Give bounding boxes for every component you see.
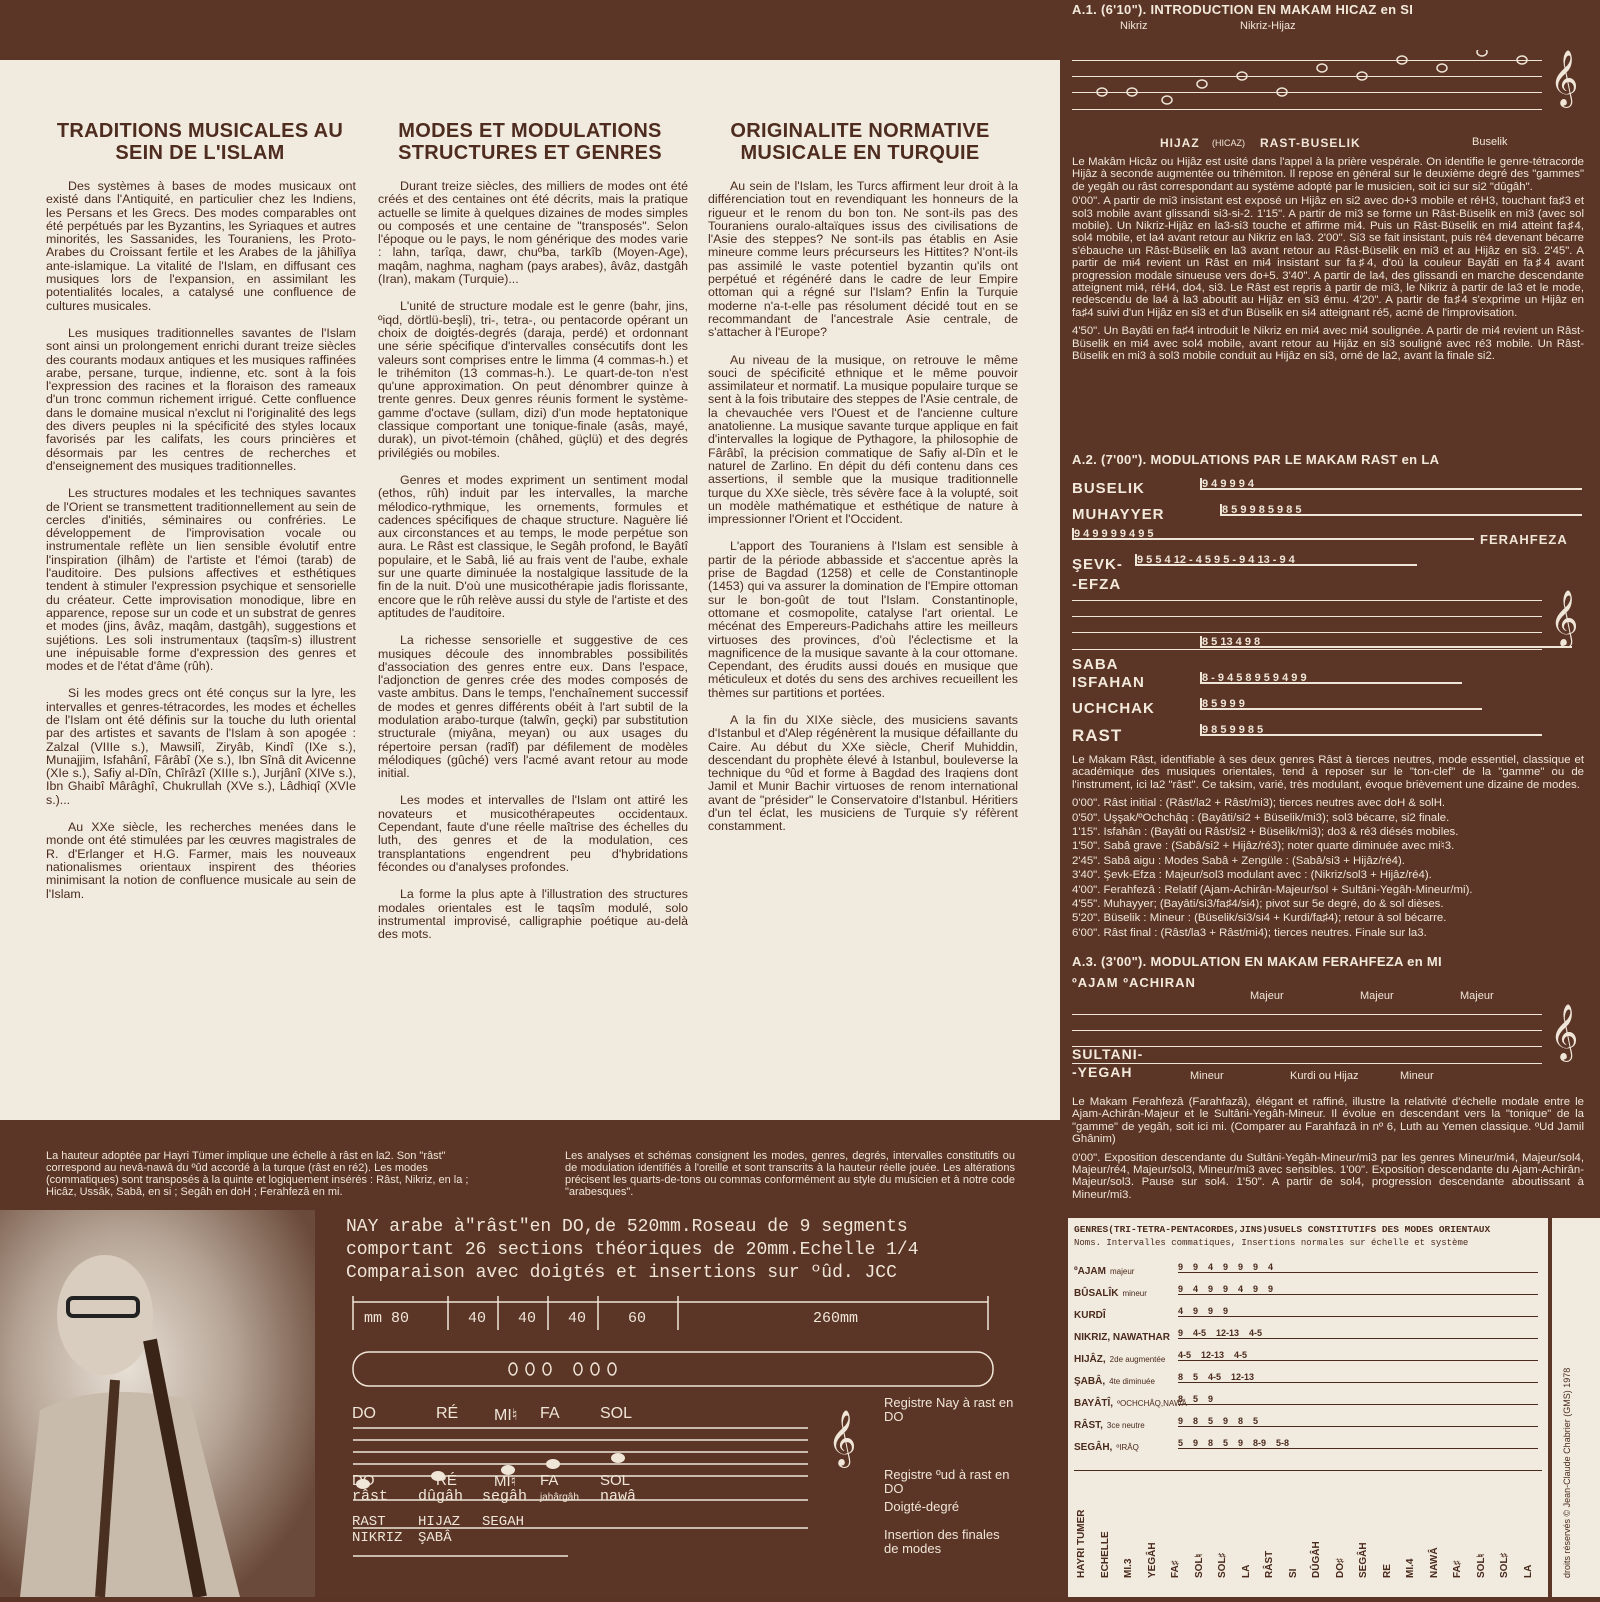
scale-degree-label: SOL♯: [1217, 1552, 1228, 1578]
a2-genre-uchchak: UCHCHAK: [1072, 700, 1155, 717]
table-row: [1074, 1376, 1155, 1387]
a2-genre-isfahan: ISFAHAN: [1072, 674, 1145, 691]
genre-intervals: 9 4 9 9 4 9 9: [1178, 1284, 1538, 1295]
table-title: GENRES(TRI-TETRA-PENTACORDES,JINS)USUELS CONSTITUTIFS DES MODES ORIENTAUX: [1074, 1224, 1491, 1235]
copyright-credit: droits réservés © Jean-Claude Chabrier (GMS) 1978: [1562, 1367, 1572, 1578]
scale-degree-label: MI.3: [1123, 1558, 1134, 1578]
a1-bot-rast-buselik: RAST-BUSELIK: [1260, 136, 1361, 150]
a1-p3: 4'50". Un Bayâti en fa♯4 introduit le Nikriz en mi4 avec mi4 soulignée. A partir de mi4 revient un Râst-Büselik en mi4 avec sol4 mobile, avant retour au Hijâz en si3 souligné avec ré3 mobile. Un Râst-Büselik en mi3 à sol3 mobile conduit au Hijâz en si3, orné de la2, avant la finale si2.: [1072, 325, 1584, 363]
genre-intervals: 8 5 4-5 12-13: [1178, 1372, 1538, 1383]
note-left: La hauteur adoptée par Hayri Tümer implique une échelle à râst en la2. Son "râst" correspond au nevâ-nawâ du ºûd accordé à la turque (râst en ré2). Les modes (commatiques) sont transposés à la quinte et logiquement insérés : Râst, Nikriz, en la ; Hicâz, Ussâk, Sabâ, en si ; Segâh en doH ; Ferahfezâ en mi.: [46, 1150, 469, 1198]
col3-p3: L'apport des Touraniens à l'Islam est sensible à partir de la période abbasside et s'accentue après la prise de Bagdad (1258) et celle de Constantinople (1453) qui va assurer la domination de l'Empire ottoman sur le bon-goût de tout l'Islam. Constantinople, ottomane et cosmopolite, catalyse l'art oriental. Le mécénat des Empereurs-Padichahs attire les meilleurs virtuoses des provinces, d'où l'éclectisme et la magnificence de la musique savante à la cour ottomane. Cependant, des érudits aussi doués en musique que méticuleux et dotés du sens des archives recueillent les thèmes sur partitions et portées.: [708, 539, 1018, 700]
a2-l4: 1'50". Sabâ grave : (Sabâ/si2 + Hijâz/ré3); noter quarte diminuée avec mi♮3.: [1072, 840, 1455, 853]
degree-nawa: nawâ: [600, 1488, 637, 1505]
a2-bar-isfahan: 8 - 9 4 5 8 9 5 9 4 9 9: [1200, 672, 1462, 684]
nay-line2: comportant 26 sections théoriques de 20mm.Echelle 1/4: [346, 1240, 919, 1260]
table-row: [1074, 1442, 1139, 1453]
a2-bar-rast: 9 8 5 9 9 8 5: [1200, 724, 1542, 736]
a2-l8: 4'55". Muhayyer; (Bayâti/si3/fa♯4/si4); pivot sur 5e degré, do & sol dièses.: [1072, 898, 1444, 911]
a2-genre-buselik: BUSELIK: [1072, 480, 1145, 497]
col2-title: MODES ET MODULATIONS STRUCTURES ET GENRES: [398, 120, 662, 164]
col2-p5: Les modes et intervalles de l'Islam ont attiré les novateurs et musicothérapeutes occidentaux. Cependant, faute d'une réelle maîtrise des échelles du luth, des genres et de la modulation, ces transplantations engendrent peu d'hybridations fécondes ou d'analyses profondes.: [378, 793, 688, 874]
a2-l6: 3'40". Şevk-Efza : Majeur/sol3 modulant avec : (Nikriz/sol3 + Hijâz/ré4).: [1072, 869, 1432, 882]
a3-treble-clef-icon: 𝄞: [1550, 1004, 1579, 1060]
col1-p2: Les musiques traditionnelles savantes de l'Islam sont ainsi un prolongement enrichi durant treize siècles des courants modaux antiques et les musiques raffinées arabe, persane, turque, indienne, etc. sont à la fois l'expression des racines et la floraison des rameaux d'un tronc commun richement irrigué. Cette confluence dans le domaine musical n'exclut ni l'originalité des legs des divers peuples ni la spécificité des styles locaux favorisés par les califats, les cours princières et désormais par les centres de recherches et d'enseignement des musiques traditionnelles.: [46, 325, 356, 473]
a2-bar-buselik: 9 4 9 9 9 4: [1200, 478, 1582, 490]
col1-p1: Des systèmes à bases de modes musicaux ont existé dans l'Antiquité, en particulier chez les Indiens, les Persans et les Grecs. Des modes comparables ont été perpétués par les Byzantins, les Syriaques et autres minorités, les Sassanides, les Touraniens, les Proto-Arabes du Croissant fertile et les Arabes de la jâhilîya ante-islamique. La vitalité de l'Islam, en diffusant ces musiques lors de l'expansion, en assimilant les potentialités locales, a catalysé une confluence de cultures musicales.: [46, 179, 356, 313]
table-row: [1074, 1332, 1174, 1343]
a2-genre-saba: SABA: [1072, 656, 1119, 673]
col1-p4: Si les modes grecs ont été conçus sur la lyre, les intervalles et genres-tétracordes, les modes et échelles de l'Islam ont été définis sur la touche du luth oriental par des artistes et savants de l'Islam à son apogée : Zalzal (VIIIe s.), Mawsilî, Ziryâb, Kindî (IXe s.), Munajjim, Isfahânî, Fârâbî (Xe s.), Ibn Sînâ dit Avicenne (XIe s.), Safiy al-Dîn, Chîrâzî (XIIIe s.), Jurjânî (XIVe s.), Ibn Ghaibî Mârâghî, Chukrullah (XVe s.), Lâdhiqî (XVIe s.)...: [46, 686, 356, 807]
credit-strip: [1552, 1218, 1600, 1597]
table-row: [1074, 1420, 1145, 1431]
nay-line1: NAY arabe à"râst"en DO,de 520mm.Roseau de 9 segments: [346, 1217, 908, 1237]
genre-sub: 2de augmentée: [1109, 1355, 1166, 1364]
col3-title: ORIGINALITE NORMATIVE MUSICALE EN TURQUIE: [730, 120, 990, 164]
a3-p1: Le Makam Ferahfezâ (Farahfazâ), élégant et raffiné, illustre la relativité d'échelle modale entre le Ajam-Achirân-Majeur et le Sultâni-Yegâh-Mineur. Il évolue en descendant vers la "tonique" de la "gamme" de yegâh, soit ici mi. (Comparer au Farahfazâ in nº 6, Luth au Yemen classique. ºUd Jamil Ghânim): [1072, 1096, 1584, 1146]
a1-notes: [1072, 50, 1552, 130]
col3-p2: Au niveau de la musique, on retrouve le même souci de spécificité ethnique et le même pouvoir assimilateur et normatif. La musique populaire turque se sent à la fois tributaire des steppes de l'Asie centrale, de la chevauchée vers l'Ouest et de l'ancienne culture anatolienne. La musique savante turque applique en fait d'intervalles la logique de Pythagore, la philosophie de Fârâbî, la précision commatique de Safiy al-Dîn et le naturel de Zarlino. En dépit du défi contenu dans ces assertions, il semble que la musique traditionnelle turque du XXe siècle, très sévère face à la volupté, soit un modèle mathématique et esthétique de nature à impressionner l'Orient et l'Occident.: [708, 352, 1018, 527]
nay-m3: 40: [518, 1310, 537, 1327]
genre-sub: 4te diminuée: [1109, 1377, 1155, 1386]
scale-degree-label: RE: [1381, 1564, 1393, 1578]
a2-l10: 6'00". Râst final : (Râst/la3 + Râst/mi4); tierces neutres. Finale sur la3.: [1072, 926, 1427, 939]
nay-line3: Comparaison avec doigtés et insertions sur ºûd. JCC: [346, 1263, 897, 1283]
scale-degree-label: SOL♮: [1193, 1553, 1205, 1578]
col3-p4: A la fin du XIXe siècle, des musiciens savants d'Istanbul et d'Alep régénèrent la musique défaillante du Caire. Au début du XXe siècle, Cherif Muhiddin, descendant du prophète élevé à Istanbul, bouleverse la technique du ºûd et forme à Bagdad des Iraqiens dont Jamil et Munir Bachir virtuoses de renom international avant de "présider" le Conservatoire d'Istanbul. Héritiers d'un tel éclat, les musiciens de Turquie s'y réfèrent constamment.: [708, 712, 1018, 834]
scale-degree-label: MI.4: [1405, 1558, 1416, 1578]
table-divider: [1074, 1470, 1542, 1471]
genre-sub: mineur: [1122, 1289, 1147, 1298]
scale-degree-label: SOL♯: [1499, 1552, 1510, 1578]
final-saba: ŞABÂ: [418, 1530, 452, 1546]
scale-degree-label: ECHELLE: [1099, 1531, 1111, 1578]
a3-majeur-2: Majeur: [1360, 990, 1394, 1002]
nay-m6: 260mm: [813, 1310, 859, 1327]
label-registre-oud: Registre ºud à rast en DO: [884, 1467, 1010, 1496]
table-row: [1074, 1398, 1187, 1409]
oud-note-sol: SOL: [600, 1472, 631, 1489]
degree-jahargah: jahârgâh: [540, 1492, 579, 1503]
label-insertion: Insertion des finales de modes: [884, 1527, 1000, 1556]
genre-sub: ºIRÂQ: [1116, 1443, 1139, 1452]
a3-mineur-2: Mineur: [1400, 1070, 1434, 1082]
col1-title: TRADITIONS MUSICALES AU SEIN DE L'ISLAM: [56, 120, 344, 164]
col2-p4: La richesse sensorielle et suggestive de ces musiques découle des innombrables possibilités d'association des genres entre eux. Dans l'espace, l'adjonction de genres crée des modes composés de vaste ambitus. Dans le temps, l'enchaînement successif de modes et genres différents obéit à l'art subtil de la modulation arabo-turque (talwîn, geçki) par substitution structurale (miyâna, meyan) ou aux usages du répertoire persan (radîf) par défilement de modèles mélodiques (gûché) vers l'acmé avant retour au mode initial.: [378, 633, 688, 781]
genre-sub: 3ce neutre: [1106, 1421, 1145, 1430]
a3-mineur-1: Mineur: [1190, 1070, 1224, 1082]
a3-genre-yegah: -YEGAH: [1072, 1064, 1133, 1080]
a3-genre-sultani: SULTANI-: [1072, 1046, 1144, 1062]
scale-degree-label: LA: [1522, 1564, 1534, 1578]
scale-degree-label: NAWÂ: [1428, 1547, 1440, 1578]
a2-l9: 5'20". Büselik : Mineur : (Büselik/si3/si4 + Kurdi/fa♯4); retour à sol bécarre.: [1072, 912, 1447, 925]
a2-l2: 0'50". Uşşak/ºOchchâq : (Bayâti/si2 + Büselik/mi3); sol3 bécarre, si2 finale.: [1072, 811, 1450, 824]
a1-text: [1072, 156, 1584, 365]
table-row: [1074, 1288, 1147, 1299]
a3-majeur-3: Majeur: [1460, 990, 1494, 1002]
scale-degree-label: SI: [1287, 1568, 1299, 1578]
scale-degree-label: LA: [1240, 1564, 1252, 1578]
scale-degree-label: HAYRI TUMER: [1076, 1509, 1087, 1578]
a3-kurdi-hijaz: Kurdi ou Hijaz: [1290, 1070, 1359, 1082]
genre-name: ºAJAM: [1074, 1266, 1106, 1277]
scale-degree-label: SEGÂH: [1358, 1542, 1369, 1578]
col2-p2: L'unité de structure modale est le genre (bahr, jins, ºiqd, dörtlü-beşli), tri-, tetra-, ou pentacorde opérant un choix de doigtés-degrés (daraja, perdé) et ordonnant une série spécifique d'intervalles consécutifs dont les valeurs sont comprises entre le limma (4 commas-h.) et le trihémiton (13 commas-h.). Le quart-de-ton n'est qu'une approximation. On peut dénombrer quinze à trente genres. Deux genres réunis forment le système-gamme d'octave (sullam, dizi) d'un mode heptatonique classique comportant une tonique-finale (asâs, mayé, durak), un pivot-témoin (châhed, güçlü) et des degrés privilégiés ou mobiles.: [378, 299, 688, 460]
a2-genre-sevk: ŞEVK-: [1072, 556, 1123, 573]
genre-intervals: 8 5 9: [1178, 1394, 1538, 1405]
a2-l5: 2'45". Sabâ aigu : Modes Sabâ + Zengüle : (Sabâ/si3 + Hijâz/ré4).: [1072, 854, 1405, 867]
col1-body: [46, 180, 356, 915]
a2-bar-uchchak: 8 5 9 9 9: [1200, 698, 1482, 710]
a2-bar-ferahfeza: 9 4 9 9 9 9 4 9 5: [1072, 528, 1474, 540]
a1-bot-buselik: Buselik: [1472, 136, 1508, 148]
nay-note-fa: FA: [540, 1405, 560, 1422]
a2-treble-clef-icon: 𝄞: [1550, 590, 1579, 646]
a3-p2: 0'00". Exposition descendante du Sultâni-Yegâh-Mineur/mi3 par les genres Mineur/mi4, Majeur/sol4, Majeur/ré4, Majeur/sol3, Mineur/mi3 avec sensibles. 1'00". Exposition descendante du Ajam-Achirân-Majeur/sol3. Pause sur sol4. 1'50". A partir de sol4, progression descendante aboutissant à Mineur/mi3.: [1072, 1151, 1584, 1201]
scale-degree-label: YEGÂH: [1146, 1542, 1158, 1578]
a2-l7: 4'00". Ferahfezâ : Relatif (Ajam-Achirân-Majeur/sol + Sultâni-Yegâh-Mineur/mi).: [1072, 883, 1473, 896]
genre-intervals: 9 9 4 9 9 9 4: [1178, 1262, 1538, 1273]
label-registre-nay: Registre Nay à rast en DO: [884, 1395, 1014, 1424]
degree-rast: râst: [352, 1488, 389, 1505]
nay-section: [0, 1210, 1060, 1597]
a2-genre-rast: RAST: [1072, 726, 1123, 745]
a2-text: [1072, 754, 1584, 941]
col2-p3: Genres et modes expriment un sentiment modal (ethos, rûh) induit par les intervalles, la marche mélodico-rythmique, les ornements, formules et cadences spécifiques de chaque structure. Naguère lié aux circonstances et au temps, le mode perpétue son aura. Le Râst est classique, le Segâh profond, le Bayâtî populaire, et le Sabâ, lié au frais vent de l'aube, exhale sur une quarte diminuée la nostalgique lassitude de la fin de la nuit. D'où une musicothérapie jadis florissante, encore que le rûh relève aussi du style de l'artiste et des aptitudes de l'auditoire.: [378, 472, 688, 620]
degree-dugah: dûgâh: [418, 1488, 464, 1505]
nay-diagram: [318, 1210, 1060, 1597]
musician-photo: [0, 1210, 315, 1597]
nay-m1: mm 80: [364, 1310, 410, 1327]
nay-note-mi: MI♮: [494, 1407, 518, 1424]
oud-note-mi: MI♮: [494, 1473, 517, 1490]
a3-majeur-1: Majeur: [1250, 990, 1284, 1002]
a1-bot-hicaz: (HICAZ): [1212, 138, 1245, 148]
note-right: Les analyses et schémas consignent les modes, genres, degrés, intervalles constitutifs ou de modulation identifiés à l'oreille et sont transcrits à la hauteur réelle jouée. Les altérations précisent les quarts-de-tons ou commas conformément au style du musicien et à notre code "arabesques".: [565, 1150, 1015, 1198]
table-row: [1074, 1310, 1110, 1321]
scale-degree-label: RÂST: [1264, 1550, 1275, 1578]
a2-genre-muhayyer: MUHAYYER: [1072, 506, 1165, 523]
nay-note-sol: SOL: [600, 1405, 633, 1422]
genre-name: SEGÂH,: [1074, 1442, 1113, 1453]
col2-body: [378, 180, 688, 955]
analysis-column: [1060, 0, 1600, 1210]
a2-genre-ferahfeza: FERAHFEZA: [1480, 532, 1568, 547]
col2-p6: La forme la plus apte à l'illustration des structures modales orientales est le taqsîm modulé, solo instrumental improvisé, calligraphie poétique au-delà des mots.: [378, 887, 688, 942]
a2-l3: 1'15". Isfahân : (Bayâti ou Râst/si2 + Büselik/mi3); do3 & ré3 diésés mobiles.: [1072, 826, 1459, 839]
a1-top-nikriz: Nikriz: [1120, 20, 1148, 32]
nay-note-do: DO: [352, 1405, 376, 1422]
col1-p5: Au XXe siècle, les recherches menées dans le monde ont été stimulées par les œuvres magistrales de R. d'Erlanger et H.G. Farmer, mais les nouveaux nationalismes orientaux inspirent des théories minimisant la notion de confluence musicale au sein de l'Islam.: [46, 820, 356, 901]
a2-genre-efza: -EFZA: [1072, 576, 1122, 593]
label-doigte: Doigté-degré: [884, 1499, 960, 1514]
genre-name: KURDÎ: [1074, 1310, 1106, 1321]
col2-p1: Durant treize siècles, des milliers de modes ont été créés et des centaines ont été décrits, mais la pratique actuelle se limite à quelques dizaines de modes simples ou composés et une centaine de "transposés". Selon l'époque ou le pays, le nom générique des modes varie : lahn, tarîqa, dawr, chuºba, tarkîb (Moyen-Age), maqâm, naghma, nagham (pays arabes), âvâz, dastgâh (Iran), makam (Turquie)...: [378, 179, 688, 287]
table-row: [1074, 1266, 1134, 1277]
a3-title: A.3. (3'00"). MODULATION EN MAKAM FERAHFEZA en MI: [1072, 954, 1442, 969]
notes-strip: [0, 1120, 1060, 1210]
final-segah: SEGAH: [482, 1514, 525, 1530]
a2-p1: Le Makam Râst, identifiable à ses deux genres Râst à tierces neutres, mode essentiel, classique et académique des musiques orientales, tend à reposer sur le "ton-clef" de la "gamme" ou de l'instrument, ici la2 "râst". Ce taksim, varié, très modulant, évoque brièvement une dizaine de modes.: [1072, 754, 1584, 791]
oud-note-re: RÉ: [436, 1472, 457, 1489]
col3-p1: Au sein de l'Islam, les Turcs affirment leur droit à la différenciation tout en revendiquant les honneurs de la rigueur et le renom du bon ton. Ne sont-ils pas des Touraniens ouralo-altaïques issus des civilisations de l'Asie des steppes? Ne sont-ils pas établis en Asie mineure comme leurs précurseurs les Hittites? N'ont-ils pas assimilé le vaste potentiel byzantin qu'ils ont perpétué et régénéré dans le cadre de leur Empire ottoman qui a régné sur l'Islam? Enfin la Turquie moderne n'a-t-elle pas résolument décidé tout en se recommandant de l'ancestrale Asie centrale, de s'attacher à l'Europe?: [708, 179, 1018, 340]
nay-note-re: RÉ: [436, 1405, 459, 1422]
genre-intervals: 9 8 5 9 8 5: [1178, 1416, 1538, 1427]
oud-note-fa: FA: [540, 1472, 559, 1489]
final-hijaz: HIJAZ: [418, 1514, 461, 1530]
a2-title: A.2. (7'00"). MODULATIONS PAR LE MAKAM RAST en LA: [1072, 452, 1440, 467]
a1-treble-clef-icon: 𝄞: [1550, 50, 1579, 106]
genre-name: HIJÂZ,: [1074, 1354, 1106, 1365]
genre-name: BAYÂTÎ,: [1074, 1398, 1114, 1409]
text-panel: [0, 60, 1060, 1120]
scale-degree-label: FA♯: [1452, 1560, 1463, 1578]
a1-bot-hijaz: HIJAZ: [1160, 136, 1200, 150]
a2-bar-sevk: 9 5 5 4 12 - 4 5 9 5 - 9 4 13 - 9 4: [1135, 554, 1417, 566]
genre-name: NIKRIZ, NAWATHAR: [1074, 1332, 1170, 1343]
genre-name: RÂST,: [1074, 1420, 1103, 1431]
a2-l1: 0'00". Râst initial : (Râst/la2 + Râst/mi3); tierces neutres avec doH & solH.: [1072, 797, 1446, 810]
table-subtitle: Noms. Intervalles commatiques, Insertions normales sur échelle et système: [1074, 1238, 1469, 1248]
a1-p2: 0'00". A partir de mi3 insistant est exposé un Hijâz en si2 avec do+3 mobile et réH3, touchant fa♯3 et sol3 mobile avant glissandi si3-si-2. 1'15". A partir de mi3 se forme un Râst-Büselik en mi3 (avec sol mobile). Un Nikriz-Hijâz en la3-si3 touche et affirme mi4. Puis un Râst-Büselik en mi4 atteint fa♯4, sol4 mobile, et la4 avant retour au Nikriz en la3. 2'00". Si3 se fait insistant, puis ré4 devenant bécarre s'ébauche un Râst-Büselik en la3 avant retour au Râst-Büselik en mi3 et au Hijâz en si3. 2'45". A partir de mi4 revient un Râst en mi4 insistant sur fa♯4, d'où la couleur Bayâti en fa♯4 avant progression modale sinueuse vers do+5. 3'40". A partir de la4, des glissandi en marche descendante atteignent mi4, réH4, do4, si3. Le Râst est repris à partir de mi3, le Nikriz à partir de la3 et le mode, redescendu de la4 à la3 aboutit au Hijâz en si3 ému. 4'20". A partir de fa♯4 s'exprime un Hijâz en fa♯4 suivi d'un Hijâz en si3 et d'un Büselik en si4 atteignant ré5, acmé de l'improvisation.: [1072, 195, 1584, 319]
nay-m2: 40: [468, 1310, 487, 1327]
genre-intervals: 4 9 9 9: [1178, 1306, 1538, 1317]
genre-intervals: 9 4-5 12-13 4-5: [1178, 1328, 1538, 1339]
scale-degree-label: DO♯: [1334, 1558, 1346, 1578]
a2-bar-saba: 8 5 13 4 9 8: [1200, 636, 1572, 648]
genre-sub: majeur: [1110, 1267, 1135, 1276]
genre-name: BÛSALÎK: [1074, 1288, 1119, 1299]
table-row: [1074, 1354, 1165, 1365]
nay-m4: 40: [568, 1310, 587, 1327]
scale-degree-label: DÛGÂH: [1311, 1541, 1322, 1578]
degree-segah: segâh: [482, 1488, 528, 1505]
final-rast: RAST: [352, 1514, 386, 1530]
a1-top-nikriz-hijaz: Nikriz-Hijaz: [1240, 20, 1296, 32]
genre-intervals: 5 9 8 5 9 8-9 5-8: [1178, 1438, 1538, 1449]
a1-title: A.1. (6'10"). INTRODUCTION EN MAKAM HICAZ en SI: [1072, 2, 1414, 17]
nay-m5: 60: [628, 1310, 647, 1327]
treble-clef-icon: 𝄞: [828, 1410, 857, 1466]
genre-name: ŞABÂ,: [1074, 1376, 1106, 1387]
oud-note-do: DO: [352, 1472, 375, 1489]
col1-p3: Les structures modales et les techniques savantes de l'Orient se transmettent traditionnellement au sein de cercles d'initiés, séminaires ou confréries. Le développement de l'improvisation vocale ou instrumentale reflète un lien sensible évolutif entre l'inspiration (ilhâm) de l'artiste et l'émoi (tarab) de l'auditoire. Des pulsions affectives et esthétiques tendent à stimuler l'expression psychique et sensorielle du créateur. Cette improvisation monodique, libre en apparence, repose sur un code et un substrat de genres et modes (jins, âvâz, maqâm, dastgâh), suggestions et sujétions. Les soli instrumentaux (taqsîm-s) illustrent une inépuisable forme d'expression des genres et modes et de l'état d'âme (rûh).: [46, 486, 356, 674]
a3-genre-ajam: ºAJAM ºACHIRAN: [1072, 975, 1196, 990]
genre-intervals: 4-5 12-13 4-5: [1178, 1350, 1538, 1361]
a3-text: [1072, 1096, 1584, 1203]
genres-table: [1068, 1218, 1548, 1597]
genre-sub: ºOCHCHÂQ,NAWÂ: [1117, 1399, 1187, 1408]
scale-degree-label: SOL♮: [1475, 1553, 1487, 1578]
musician-silhouette-icon: [0, 1210, 315, 1597]
a1-p1: Le Makâm Hicâz ou Hijâz est usité dans l'appel à la prière vespérale. On identifie le genre-tétracorde Hijâz à seconde augmentée ou trihémiton. Il repose en général sur le deuxième degré des "gammes" de yegâh ou râst correspondant au système adopté par le musicien, soit ici sur si2 "dûgâh".: [1072, 156, 1584, 193]
a2-bar-muhayyer: 8 5 9 9 8 5 9 8 5: [1220, 504, 1582, 516]
final-nikriz: NIKRIZ: [352, 1530, 403, 1546]
scale-degree-label: FA♯: [1170, 1560, 1181, 1578]
col3-body: [708, 180, 1018, 848]
